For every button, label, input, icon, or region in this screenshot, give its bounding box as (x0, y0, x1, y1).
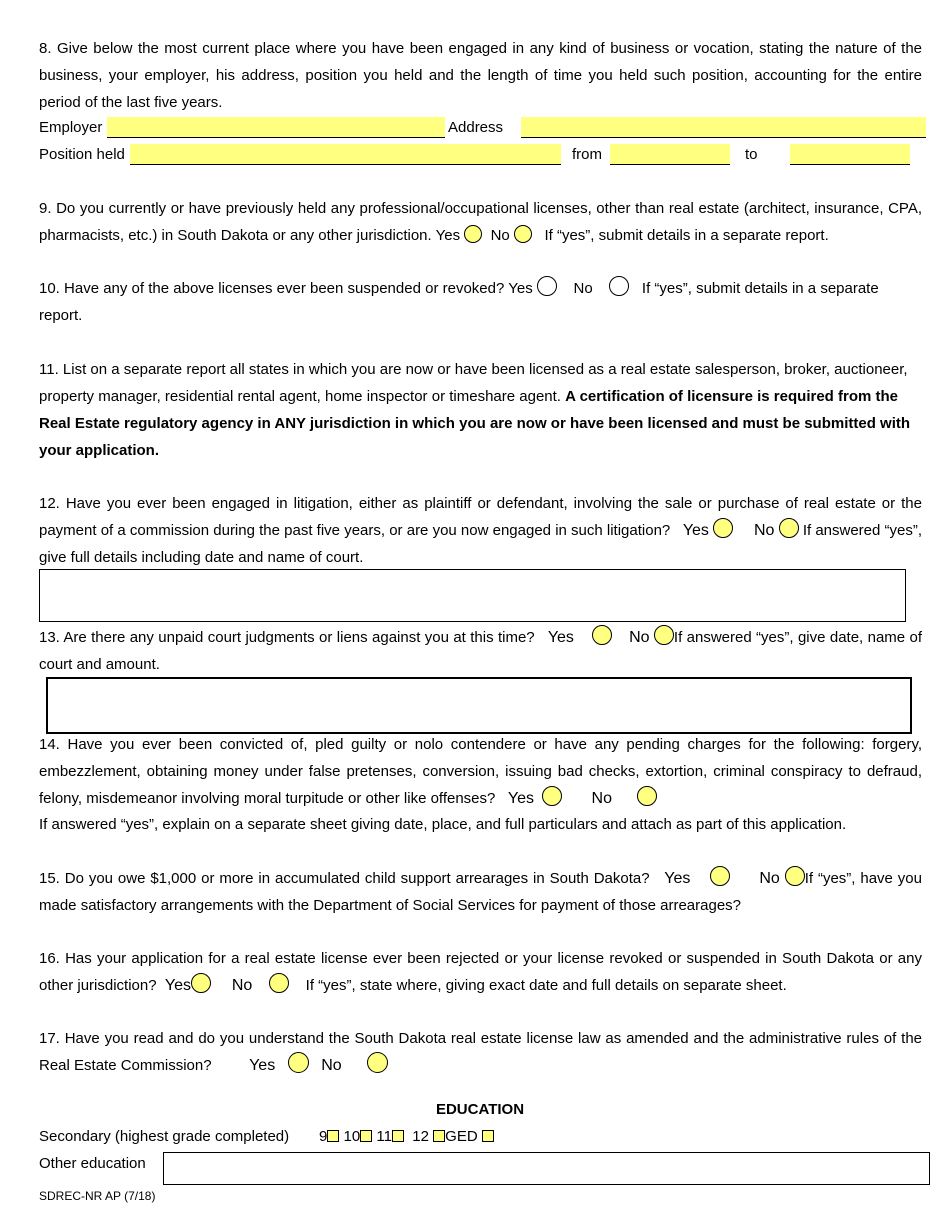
grade-9-label: 9 (319, 1128, 328, 1145)
employer-input[interactable] (107, 117, 445, 137)
q10-no-label: No (573, 280, 593, 297)
q12-details-input[interactable] (40, 570, 905, 621)
grade-9-checkbox[interactable] (327, 1130, 339, 1142)
q12-text (39, 490, 922, 571)
q13-details-box[interactable] (46, 677, 912, 734)
grade-options (319, 1128, 494, 1145)
q16-yes-label: Yes (164, 977, 192, 994)
q15-no-label: No (759, 870, 780, 887)
q13-details-input[interactable] (48, 679, 910, 732)
q12-yes-radio[interactable] (713, 518, 733, 538)
form-id: SDREC-NR AP (7/18) (39, 1189, 156, 1203)
grade-10-checkbox[interactable] (360, 1130, 372, 1142)
other-education-box[interactable] (163, 1152, 930, 1185)
employer-field[interactable] (107, 117, 445, 138)
education-heading: EDUCATION (435, 1101, 525, 1118)
q11-certification-note: A certification of licensure is required from the Real Estate regulatory agency in ANY jurisdiction in which you are now or have been licensed and must be submitted with your application. (39, 388, 911, 459)
q12-yes-label: Yes (682, 522, 709, 539)
q17-question: 17. Have you read and do you understand the South Dakota real estate license law as amended and the administrative rules of the Real Estate Commission? (39, 1030, 922, 1074)
q15-no-radio[interactable] (785, 866, 805, 886)
q15-yes-label: Yes (664, 870, 691, 887)
q12-no-radio[interactable] (779, 518, 799, 538)
address-field[interactable] (521, 117, 926, 138)
q14-no-radio[interactable] (637, 786, 657, 806)
position-field[interactable] (130, 144, 561, 165)
q10-text (39, 275, 922, 329)
q8-text: 8. Give below the most current place where you have been engaged in any kind of business or vocation, stating the nature of the business, your employer, his address, position you held and the length of time you held such position, accounting for the entire period of the last five years. (39, 40, 922, 111)
q13-no-radio[interactable] (654, 625, 674, 645)
grade-11-label: 11 (376, 1128, 392, 1145)
secondary-label: Secondary (highest grade completed) (39, 1128, 290, 1145)
q16-text (39, 945, 922, 999)
other-education-input[interactable] (164, 1153, 929, 1184)
grade-12-label: 12 (412, 1128, 429, 1145)
q14-text (39, 731, 922, 812)
grade-11-checkbox[interactable] (392, 1130, 404, 1142)
q14-yes-radio[interactable] (542, 786, 562, 806)
q10-yes-radio[interactable] (537, 276, 557, 296)
from-input[interactable] (610, 144, 730, 164)
q13-question: 13. Are there any unpaid court judgments or liens against you at this time? (39, 629, 535, 646)
q17-no-label: No (321, 1057, 342, 1074)
from-label: from (572, 146, 602, 163)
employer-label: Employer (39, 119, 103, 136)
q9-yes-label: Yes (435, 227, 461, 244)
q17-no-radio[interactable] (367, 1052, 388, 1073)
q16-question: 16. Has your application for a real estate license ever been rejected or your license revoked or suspended in South Dakota or any other jurisdiction? (39, 950, 922, 994)
q9-question: 9. Do you currently or have previously held any professional/occupational licenses, other than real estate (architect, insurance, CPA, pharmacists, etc.) in South Dakota or any other jurisdiction. (39, 200, 922, 244)
q10-instruction: If “yes”, submit details in a separate report. (39, 280, 879, 324)
q12-no-label: No (753, 522, 775, 539)
q14-yes-label: Yes (507, 790, 534, 807)
address-label: Address (448, 119, 504, 136)
q11-text (39, 356, 922, 464)
q9-yes-radio[interactable] (464, 225, 482, 243)
q13-yes-radio[interactable] (592, 625, 612, 645)
q9-no-radio[interactable] (514, 225, 532, 243)
q14-question: 14. Have you ever been convicted of, pled guilty or nolo contendere or have any pending charges for the following: forgery, embezzlement, obtaining money under false pretenses, conversion, issuing bad checks, extortion, criminal conspiracy to defraud, felony, misdemeanor involving moral turpitude or other like offenses? (39, 736, 922, 807)
q14-instruction: If answered “yes”, explain on a separate sheet giving date, place, and full particulars and attach as part of this application. (39, 816, 847, 833)
q17-yes-radio[interactable] (288, 1052, 309, 1073)
q15-question: 15. Do you owe $1,000 or more in accumulated child support arrearages in South Dakota? (39, 870, 650, 887)
q13-no-label: No (629, 629, 650, 646)
to-input[interactable] (790, 144, 910, 164)
ged-checkbox[interactable] (482, 1130, 494, 1142)
q16-no-label: No (231, 977, 253, 994)
q17-text (39, 1025, 922, 1079)
grade-12-checkbox[interactable] (433, 1130, 445, 1142)
q10-question: 10. Have any of the above licenses ever been suspended or revoked? (39, 280, 505, 297)
q13-instruction: If answered “yes”, give date, name of court and amount. (39, 629, 923, 673)
ged-label: GED (445, 1128, 478, 1145)
to-label: to (745, 146, 758, 163)
q11-question: 11. List on a separate report all states in which you are now or have been licensed as a real estate salesperson, broker, auctioneer, property manager, residential rental agent, home inspector or timeshare agent. (39, 361, 908, 405)
q12-question: 12. Have you ever been engaged in litigation, either as plaintiff or defendant, involving the sale or purchase of real estate or the payment of a commission during the past five years, or are you now engaged in such litigation? (39, 495, 922, 539)
q17-yes-label: Yes (249, 1057, 276, 1074)
q9-no-label: No (490, 227, 510, 244)
q12-details-box[interactable] (39, 569, 906, 622)
q10-no-radio[interactable] (609, 276, 629, 296)
other-education-label: Other education (39, 1155, 146, 1172)
q15-text (39, 865, 922, 919)
q16-yes-radio[interactable] (191, 973, 211, 993)
position-input[interactable] (130, 144, 561, 164)
q14-no-label: No (591, 790, 612, 807)
from-field[interactable] (610, 144, 730, 165)
address-input[interactable] (521, 117, 926, 137)
q13-yes-label: Yes (547, 629, 574, 646)
q15-instruction: If “yes”, have you made satisfactory arrangements with the Department of Social Services for payment of those arrearages? (39, 870, 922, 914)
q16-instruction: If “yes”, state where, giving exact date and full details on separate sheet. (305, 977, 787, 994)
q13-text (39, 624, 922, 678)
q9-text (39, 195, 922, 249)
q16-no-radio[interactable] (269, 973, 289, 993)
grade-10-label: 10 (343, 1128, 361, 1145)
q12-instruction: If answered “yes”, give full details including date and name of court. (39, 522, 923, 566)
to-field[interactable] (790, 144, 910, 165)
q10-yes-label: Yes (508, 280, 533, 297)
q15-yes-radio[interactable] (710, 866, 730, 886)
position-label: Position held (39, 146, 125, 163)
q9-instruction: If “yes”, submit details in a separate report. (544, 227, 829, 244)
